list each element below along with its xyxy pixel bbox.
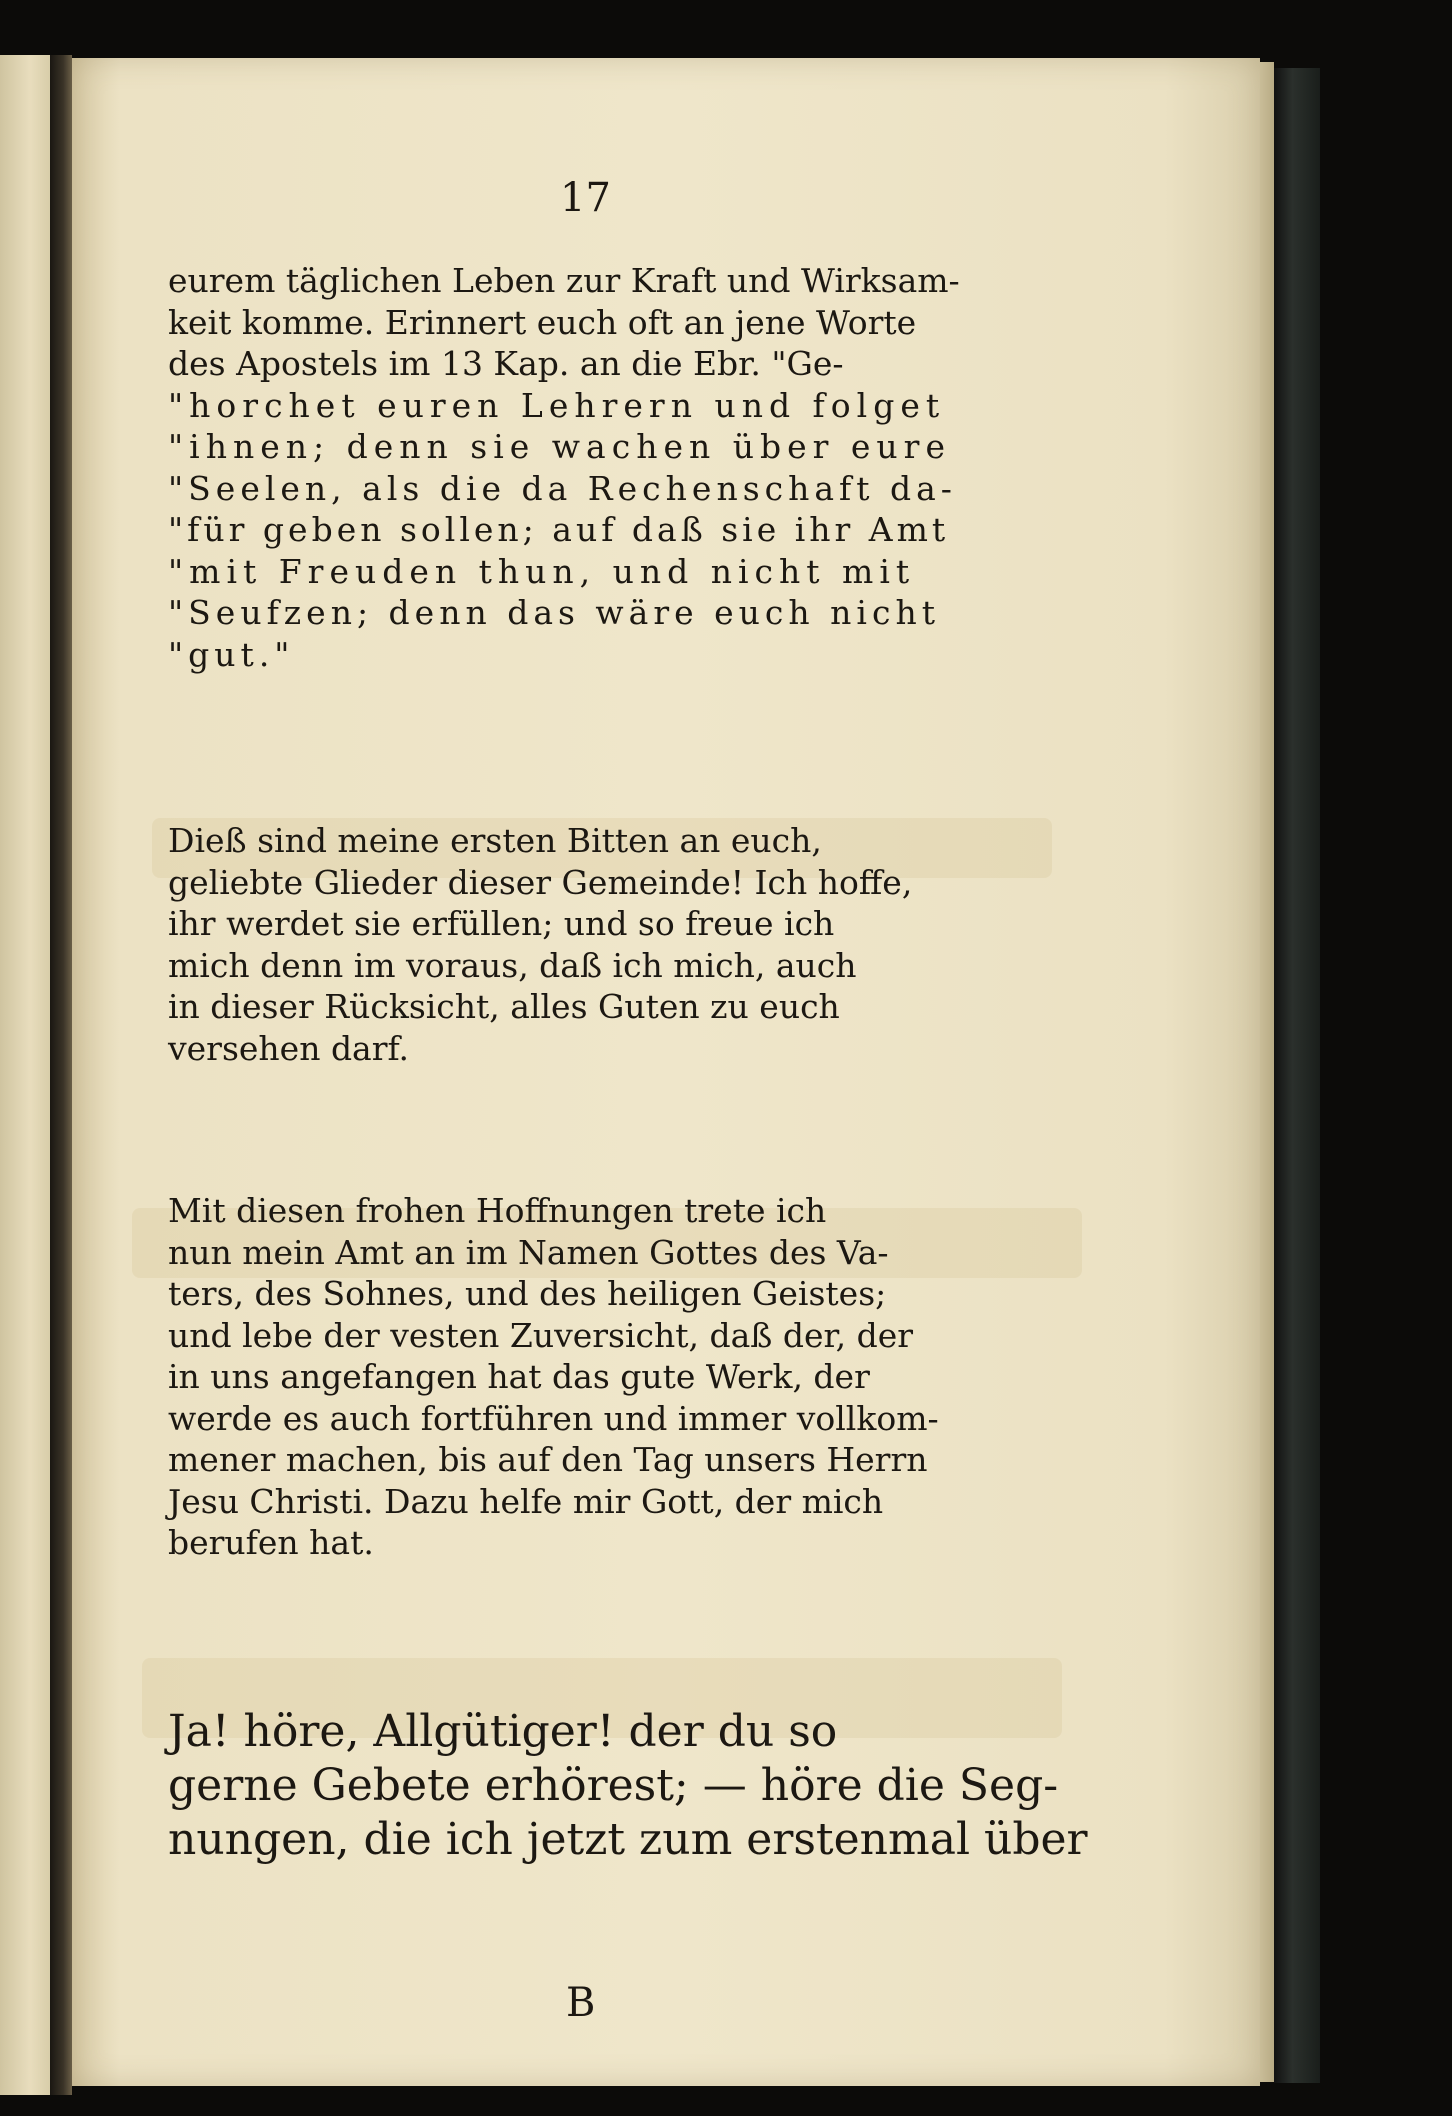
left-page-edge bbox=[0, 55, 50, 2095]
text-line: mener machen, bis auf den Tag unsers Herrn bbox=[168, 1440, 928, 1479]
paragraph-1 bbox=[168, 260, 1028, 675]
text-line: "Seelen, als die da Rechenschaft da- bbox=[168, 468, 957, 508]
book-gutter bbox=[50, 55, 72, 2095]
text-line: Mit diesen frohen Hoffnungen trete ich bbox=[168, 1191, 827, 1230]
text-line: "horchet euren Lehrern und folget bbox=[168, 385, 946, 425]
paragraph-2 bbox=[168, 820, 1028, 1069]
text-line: gerne Gebete erhörest; — höre die Seg- bbox=[168, 1760, 1059, 1811]
page-number: 17 bbox=[560, 175, 611, 221]
text-line: mich denn im voraus, daß ich mich, auch bbox=[168, 945, 857, 985]
text-line: in dieser Rücksicht, alles Guten zu euch bbox=[168, 987, 840, 1026]
text-line: des Apostels im 13 Kap. an die Ebr. "Ge- bbox=[168, 344, 844, 383]
text-line: versehen darf. bbox=[168, 1028, 410, 1068]
page-stack-edge bbox=[1260, 62, 1274, 2082]
text-line: in uns angefangen hat das gute Werk, der bbox=[168, 1357, 870, 1396]
text-line: werde es auch fortführen und immer vollkom- bbox=[168, 1398, 939, 1438]
text-line: keit komme. Erinnert euch oft an jene Worte bbox=[168, 302, 917, 342]
text-line: Jesu Christi. Dazu helfe mir Gott, der mich bbox=[168, 1481, 884, 1521]
signature-mark: B bbox=[566, 1980, 596, 2026]
text-line: "ihnen; denn sie wachen über eure bbox=[168, 427, 951, 466]
text-line: nun mein Amt an im Namen Gottes des Va- bbox=[168, 1232, 889, 1272]
text-line: geliebte Glieder dieser Gemeinde! Ich hoffe, bbox=[168, 862, 913, 902]
text-line: "gut." bbox=[168, 634, 295, 674]
text-line: "Seufzen; denn das wäre euch nicht bbox=[168, 593, 940, 632]
text-line: berufen hat. bbox=[168, 1523, 374, 1562]
text-line: und lebe der vesten Zuversicht, daß der, der bbox=[168, 1315, 914, 1355]
text-line: Ja! höre, Allgütiger! der du so bbox=[168, 1706, 838, 1757]
text-line: nungen, die ich jetzt zum erstenmal über bbox=[168, 1814, 1088, 1865]
text-line: Dieß sind meine ersten Bitten an euch, bbox=[168, 821, 822, 860]
paragraph-3 bbox=[168, 1190, 1028, 1564]
text-line: eurem täglichen Leben zur Kraft und Wirksam- bbox=[168, 261, 960, 300]
text-line: "mit Freuden thun, und nicht mit bbox=[168, 551, 916, 591]
paragraph-4 bbox=[168, 1705, 1088, 1867]
text-line: "für geben sollen; auf daß sie ihr Amt bbox=[168, 510, 950, 549]
text-line: ters, des Sohnes, und des heiligen Geistes; bbox=[168, 1274, 887, 1313]
book-cover-edge bbox=[1274, 68, 1320, 2083]
text-line: ihr werdet sie erfüllen; und so freue ich bbox=[168, 904, 835, 943]
